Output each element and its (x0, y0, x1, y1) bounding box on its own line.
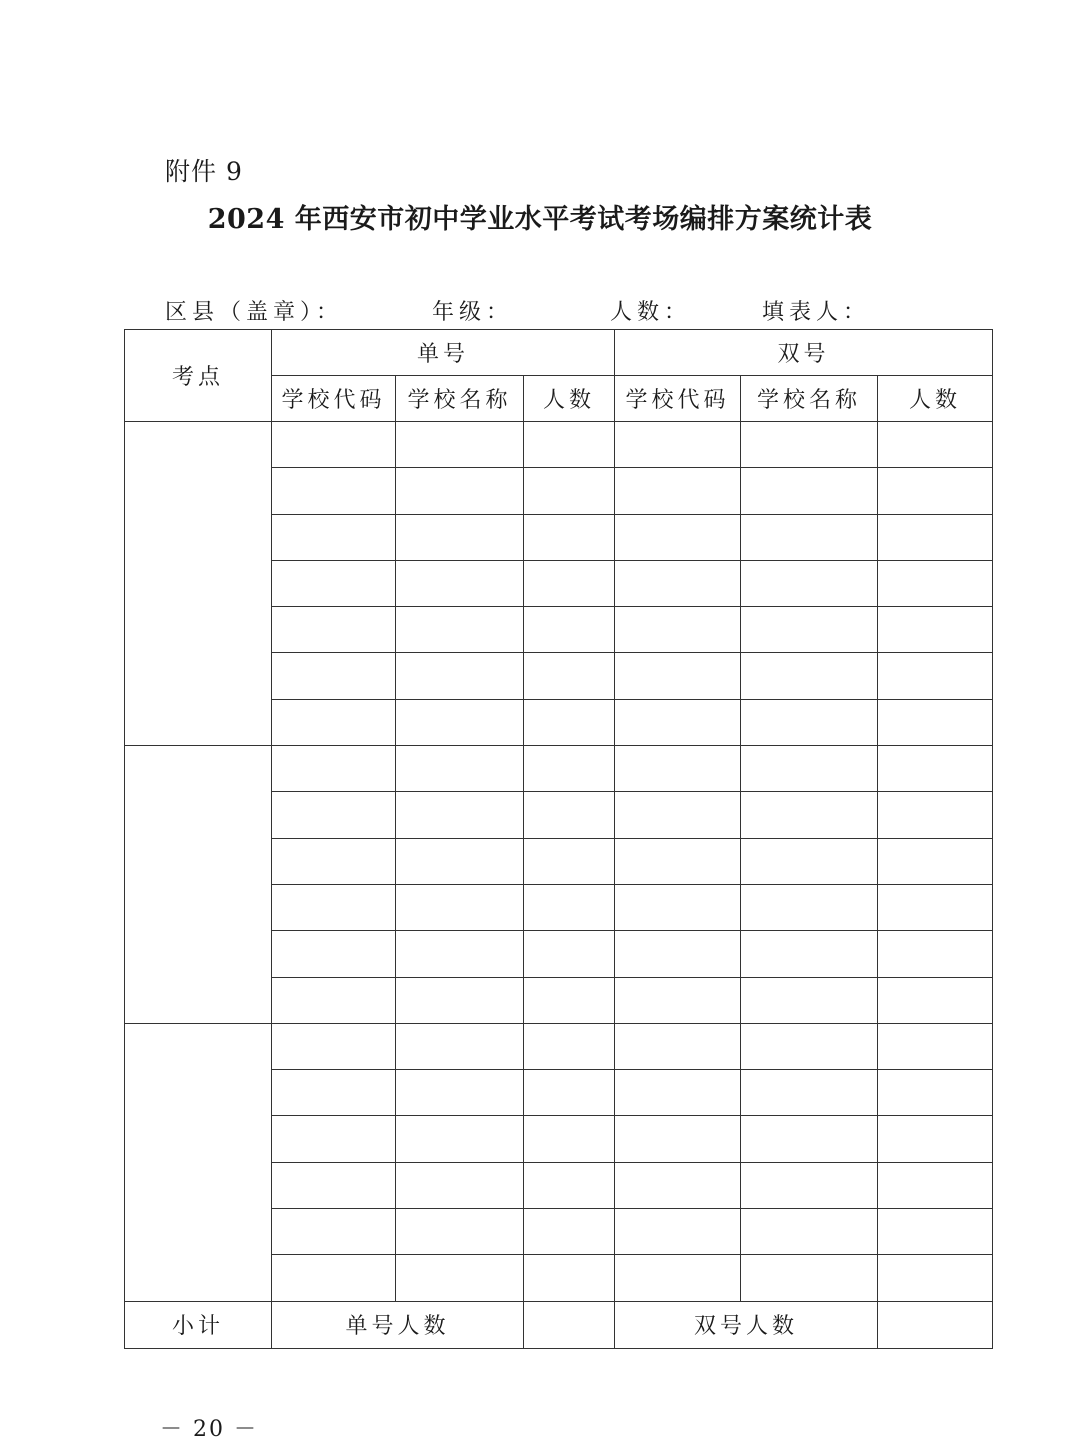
odd-count-cell[interactable] (524, 1023, 615, 1069)
even-count-cell[interactable] (878, 1209, 993, 1255)
even-school-name-cell[interactable] (741, 1116, 878, 1162)
even-school-name-cell[interactable] (741, 1070, 878, 1116)
even-total-value[interactable] (878, 1301, 993, 1348)
odd-total-label: 单号人数 (272, 1301, 524, 1348)
odd-count-cell[interactable] (524, 1116, 615, 1162)
table-body (125, 422, 993, 1302)
table-row (125, 422, 993, 468)
odd-school-code-cell[interactable] (272, 792, 396, 838)
even-school-name-cell[interactable] (741, 1255, 878, 1301)
odd-count-cell[interactable] (524, 468, 615, 514)
even-school-name-cell[interactable] (741, 884, 878, 930)
odd-school-name-cell[interactable] (396, 1116, 524, 1162)
odd-count-cell[interactable] (524, 514, 615, 560)
even-school-name-cell[interactable] (741, 422, 878, 468)
odd-count-cell[interactable] (524, 977, 615, 1023)
even-count-cell[interactable] (878, 468, 993, 514)
even-school-code-cell[interactable] (615, 1255, 741, 1301)
grade-field: 年级： (432, 300, 514, 325)
even-count-cell[interactable] (878, 746, 993, 792)
even-school-name-cell[interactable] (741, 1209, 878, 1255)
odd-school-code-cell[interactable] (272, 884, 396, 930)
even-count-cell[interactable] (878, 1023, 993, 1069)
odd-count-cell[interactable] (524, 699, 615, 745)
odd-school-name-cell[interactable] (396, 884, 524, 930)
odd-school-code-cell[interactable] (272, 1162, 396, 1208)
even-school-name-header: 学校名称 (741, 376, 878, 422)
odd-school-name-cell[interactable] (396, 931, 524, 977)
even-school-name-cell[interactable] (741, 1023, 878, 1069)
even-header: 双号 (615, 330, 993, 376)
even-school-code-cell[interactable] (615, 422, 741, 468)
even-school-name-cell[interactable] (741, 560, 878, 606)
even-count-cell[interactable] (878, 699, 993, 745)
even-school-code-header: 学校代码 (615, 376, 741, 422)
odd-school-name-cell[interactable] (396, 1162, 524, 1208)
odd-count-cell[interactable] (524, 1070, 615, 1116)
even-count-cell[interactable] (878, 1070, 993, 1116)
even-count-cell[interactable] (878, 607, 993, 653)
even-count-cell[interactable] (878, 838, 993, 884)
odd-count-cell[interactable] (524, 1209, 615, 1255)
odd-count-cell[interactable] (524, 1162, 615, 1208)
even-school-code-cell[interactable] (615, 1162, 741, 1208)
odd-school-code-cell[interactable] (272, 977, 396, 1023)
odd-school-name-cell[interactable] (396, 1023, 524, 1069)
odd-school-code-cell[interactable] (272, 1023, 396, 1069)
even-count-cell[interactable] (878, 1116, 993, 1162)
even-count-cell[interactable] (878, 1162, 993, 1208)
even-school-code-cell[interactable] (615, 931, 741, 977)
even-school-code-cell[interactable] (615, 653, 741, 699)
odd-count-cell[interactable] (524, 884, 615, 930)
even-school-name-cell[interactable] (741, 514, 878, 560)
odd-school-name-cell[interactable] (396, 746, 524, 792)
even-count-cell[interactable] (878, 931, 993, 977)
odd-count-cell[interactable] (524, 560, 615, 606)
even-school-name-cell[interactable] (741, 792, 878, 838)
even-school-code-cell[interactable] (615, 514, 741, 560)
odd-school-name-cell[interactable] (396, 607, 524, 653)
odd-school-name-header: 学校名称 (396, 376, 524, 422)
odd-school-name-cell[interactable] (396, 792, 524, 838)
count-field: 人数： (610, 300, 692, 325)
even-school-code-cell[interactable] (615, 1023, 741, 1069)
even-count-header: 人数 (878, 376, 993, 422)
even-count-cell[interactable] (878, 422, 993, 468)
header-row-1 (125, 330, 993, 376)
odd-school-name-cell[interactable] (396, 1255, 524, 1301)
even-school-code-cell[interactable] (615, 560, 741, 606)
odd-school-code-cell[interactable] (272, 422, 396, 468)
odd-count-cell[interactable] (524, 1255, 615, 1301)
page-number: － 20 － (160, 1417, 258, 1442)
even-school-code-cell[interactable] (615, 699, 741, 745)
odd-school-code-cell[interactable] (272, 1255, 396, 1301)
odd-school-name-cell[interactable] (396, 653, 524, 699)
attachment-label: 附件 9 (165, 157, 243, 186)
exam-site-cell[interactable] (125, 422, 272, 746)
even-school-name-cell[interactable] (741, 607, 878, 653)
even-school-code-cell[interactable] (615, 977, 741, 1023)
filler-field: 填表人： (762, 300, 871, 325)
odd-school-code-cell[interactable] (272, 1209, 396, 1255)
odd-header: 单号 (272, 330, 615, 376)
even-school-code-cell[interactable] (615, 607, 741, 653)
subtotal-label: 小计 (125, 1301, 272, 1348)
even-school-name-cell[interactable] (741, 838, 878, 884)
odd-school-code-cell[interactable] (272, 838, 396, 884)
odd-count-cell[interactable] (524, 607, 615, 653)
exam-site-cell[interactable] (125, 746, 272, 1024)
even-school-name-cell[interactable] (741, 699, 878, 745)
odd-school-name-cell[interactable] (396, 1209, 524, 1255)
even-count-cell[interactable] (878, 977, 993, 1023)
odd-school-code-cell[interactable] (272, 607, 396, 653)
odd-count-cell[interactable] (524, 931, 615, 977)
even-count-cell[interactable] (878, 792, 993, 838)
odd-school-code-header: 学校代码 (272, 376, 396, 422)
subtotal-row (125, 1301, 993, 1348)
odd-count-cell[interactable] (524, 746, 615, 792)
statistics-table (124, 329, 993, 1349)
odd-school-code-cell[interactable] (272, 1116, 396, 1162)
exam-site-cell[interactable] (125, 1023, 272, 1301)
site-header: 考点 (125, 330, 272, 422)
even-school-name-cell[interactable] (741, 1162, 878, 1208)
even-count-cell[interactable] (878, 560, 993, 606)
odd-school-name-cell[interactable] (396, 468, 524, 514)
odd-count-cell[interactable] (524, 653, 615, 699)
even-school-code-cell[interactable] (615, 1070, 741, 1116)
even-school-name-cell[interactable] (741, 931, 878, 977)
odd-school-name-cell[interactable] (396, 422, 524, 468)
odd-school-name-cell[interactable] (396, 977, 524, 1023)
odd-school-code-cell[interactable] (272, 560, 396, 606)
odd-school-name-cell[interactable] (396, 514, 524, 560)
odd-school-name-cell[interactable] (396, 560, 524, 606)
odd-school-code-cell[interactable] (272, 746, 396, 792)
odd-school-name-cell[interactable] (396, 838, 524, 884)
odd-school-code-cell[interactable] (272, 514, 396, 560)
even-school-name-cell[interactable] (741, 746, 878, 792)
table-row (125, 746, 993, 792)
district-seal-field: 区县（盖章）： (165, 300, 344, 325)
even-school-code-cell[interactable] (615, 1116, 741, 1162)
odd-school-code-cell[interactable] (272, 699, 396, 745)
table-row (125, 1023, 993, 1069)
even-count-cell[interactable] (878, 653, 993, 699)
even-school-code-cell[interactable] (615, 1209, 741, 1255)
even-school-name-cell[interactable] (741, 653, 878, 699)
odd-count-cell[interactable] (524, 838, 615, 884)
even-school-code-cell[interactable] (615, 792, 741, 838)
even-school-name-cell[interactable] (741, 977, 878, 1023)
odd-school-name-cell[interactable] (396, 699, 524, 745)
even-school-code-cell[interactable] (615, 468, 741, 514)
even-count-cell[interactable] (878, 884, 993, 930)
even-count-cell[interactable] (878, 1255, 993, 1301)
odd-school-name-cell[interactable] (396, 1070, 524, 1116)
even-school-code-cell[interactable] (615, 746, 741, 792)
even-school-code-cell[interactable] (615, 884, 741, 930)
odd-total-value[interactable] (524, 1301, 615, 1348)
document-title: 2024 年西安市初中学业水平考试考场编排方案统计表 (207, 204, 873, 235)
odd-school-code-cell[interactable] (272, 1070, 396, 1116)
odd-count-cell[interactable] (524, 422, 615, 468)
even-total-label: 双号人数 (615, 1301, 878, 1348)
odd-count-cell[interactable] (524, 792, 615, 838)
odd-count-header: 人数 (524, 376, 615, 422)
odd-school-code-cell[interactable] (272, 653, 396, 699)
even-count-cell[interactable] (878, 514, 993, 560)
even-school-name-cell[interactable] (741, 468, 878, 514)
odd-school-code-cell[interactable] (272, 468, 396, 514)
odd-school-code-cell[interactable] (272, 931, 396, 977)
even-school-code-cell[interactable] (615, 838, 741, 884)
